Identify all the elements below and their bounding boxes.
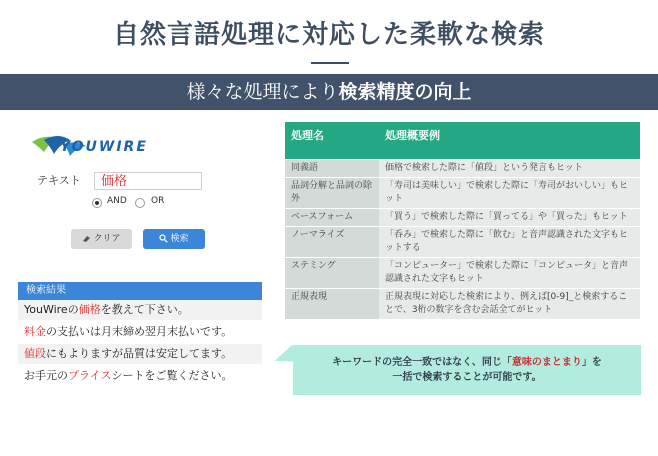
result-text: にもよりますが品質は安定してます。 xyxy=(46,347,233,360)
callout-line-1 xyxy=(293,355,641,370)
process-summary: 「コンピューター」で検索した際に「コンピュータ」と音声認識された文字もヒット xyxy=(379,258,640,289)
banner-emphasis: 検索精度の向上 xyxy=(338,81,472,103)
result-row[interactable] xyxy=(18,300,262,320)
or-radio[interactable] xyxy=(135,198,145,208)
result-text: YouWireの xyxy=(24,303,79,316)
process-name: 品詞分解と品詞の除外 xyxy=(285,178,379,209)
processing-table xyxy=(285,122,640,319)
column-header-name: 処理名 xyxy=(285,122,379,160)
table-row xyxy=(285,289,640,320)
process-summary: 「呑み」で検索した際に「飲む」と音声認識された文字もヒットする xyxy=(379,227,640,258)
logo-wordmark: YOUWIRE xyxy=(60,139,148,155)
callout-highlight: 意味のまとまり xyxy=(511,357,582,368)
process-summary: 価格で検索した際に「値段」という発言もヒット xyxy=(379,160,640,178)
table-row xyxy=(285,227,640,258)
column-header-summary: 処理概要例 xyxy=(379,122,640,160)
callout-line-2: 一括で検索することが可能です。 xyxy=(392,372,542,383)
result-highlight: 値段 xyxy=(24,347,46,360)
process-name: ステミング xyxy=(285,258,379,289)
result-text: シートをご覧ください。 xyxy=(111,369,233,382)
process-name: 同義語 xyxy=(285,160,379,178)
result-text: お手元の xyxy=(24,369,68,382)
process-summary: 「寿司は美味しい」で検索した際に「寿司がおいしい」もヒット xyxy=(379,178,640,209)
clear-button[interactable] xyxy=(71,229,132,249)
and-radio[interactable] xyxy=(92,198,102,208)
result-text: の支払いは月末締め翌月末払いです。 xyxy=(46,325,233,338)
and-radio-label: AND xyxy=(107,196,127,206)
results-header: 検索結果 xyxy=(18,282,262,300)
table-row xyxy=(285,160,640,178)
table-row xyxy=(285,209,640,227)
magnifier-icon xyxy=(159,234,168,243)
search-button[interactable] xyxy=(143,229,205,249)
process-summary: 「買う」で検索した際に「買ってる」や「買った」もヒット xyxy=(379,209,640,227)
result-row[interactable] xyxy=(18,344,262,364)
result-highlight: プライス xyxy=(68,369,112,382)
result-row[interactable] xyxy=(18,322,262,342)
or-radio-label: OR xyxy=(151,196,165,206)
text-field-label: テキスト xyxy=(37,174,81,187)
page-title: 自然言語処理に対応した柔軟な検索 xyxy=(112,20,545,50)
table-header-row xyxy=(285,122,640,160)
search-button-label: 検索 xyxy=(170,234,189,244)
subtitle-banner xyxy=(0,74,658,110)
table-row xyxy=(285,258,640,289)
result-highlight: 価格 xyxy=(78,303,101,316)
search-text-input[interactable]: 価格 xyxy=(94,172,202,190)
process-name: ベースフォーム xyxy=(285,209,379,227)
table-row xyxy=(285,178,640,209)
process-name: 正規表現 xyxy=(285,289,379,320)
banner-prefix: 様々な処理により xyxy=(186,81,339,103)
callout-text: キーワードの完全一致ではなく、同じ「 xyxy=(332,357,512,368)
process-name: ノーマライズ xyxy=(285,227,379,258)
process-summary: 正規表現に対応した検索により、例えば[0-9]_と検索することで、3桁の数字を含む会話全てがヒット xyxy=(379,289,640,320)
clear-button-label: クリア xyxy=(93,234,121,244)
result-row[interactable] xyxy=(18,366,262,386)
result-highlight: 料金 xyxy=(24,325,46,338)
eraser-icon xyxy=(82,235,91,243)
callout-text: 」を xyxy=(581,357,602,368)
title-divider xyxy=(311,62,349,64)
result-text: を教えて下さい。 xyxy=(100,303,189,316)
callout-box xyxy=(293,345,641,395)
